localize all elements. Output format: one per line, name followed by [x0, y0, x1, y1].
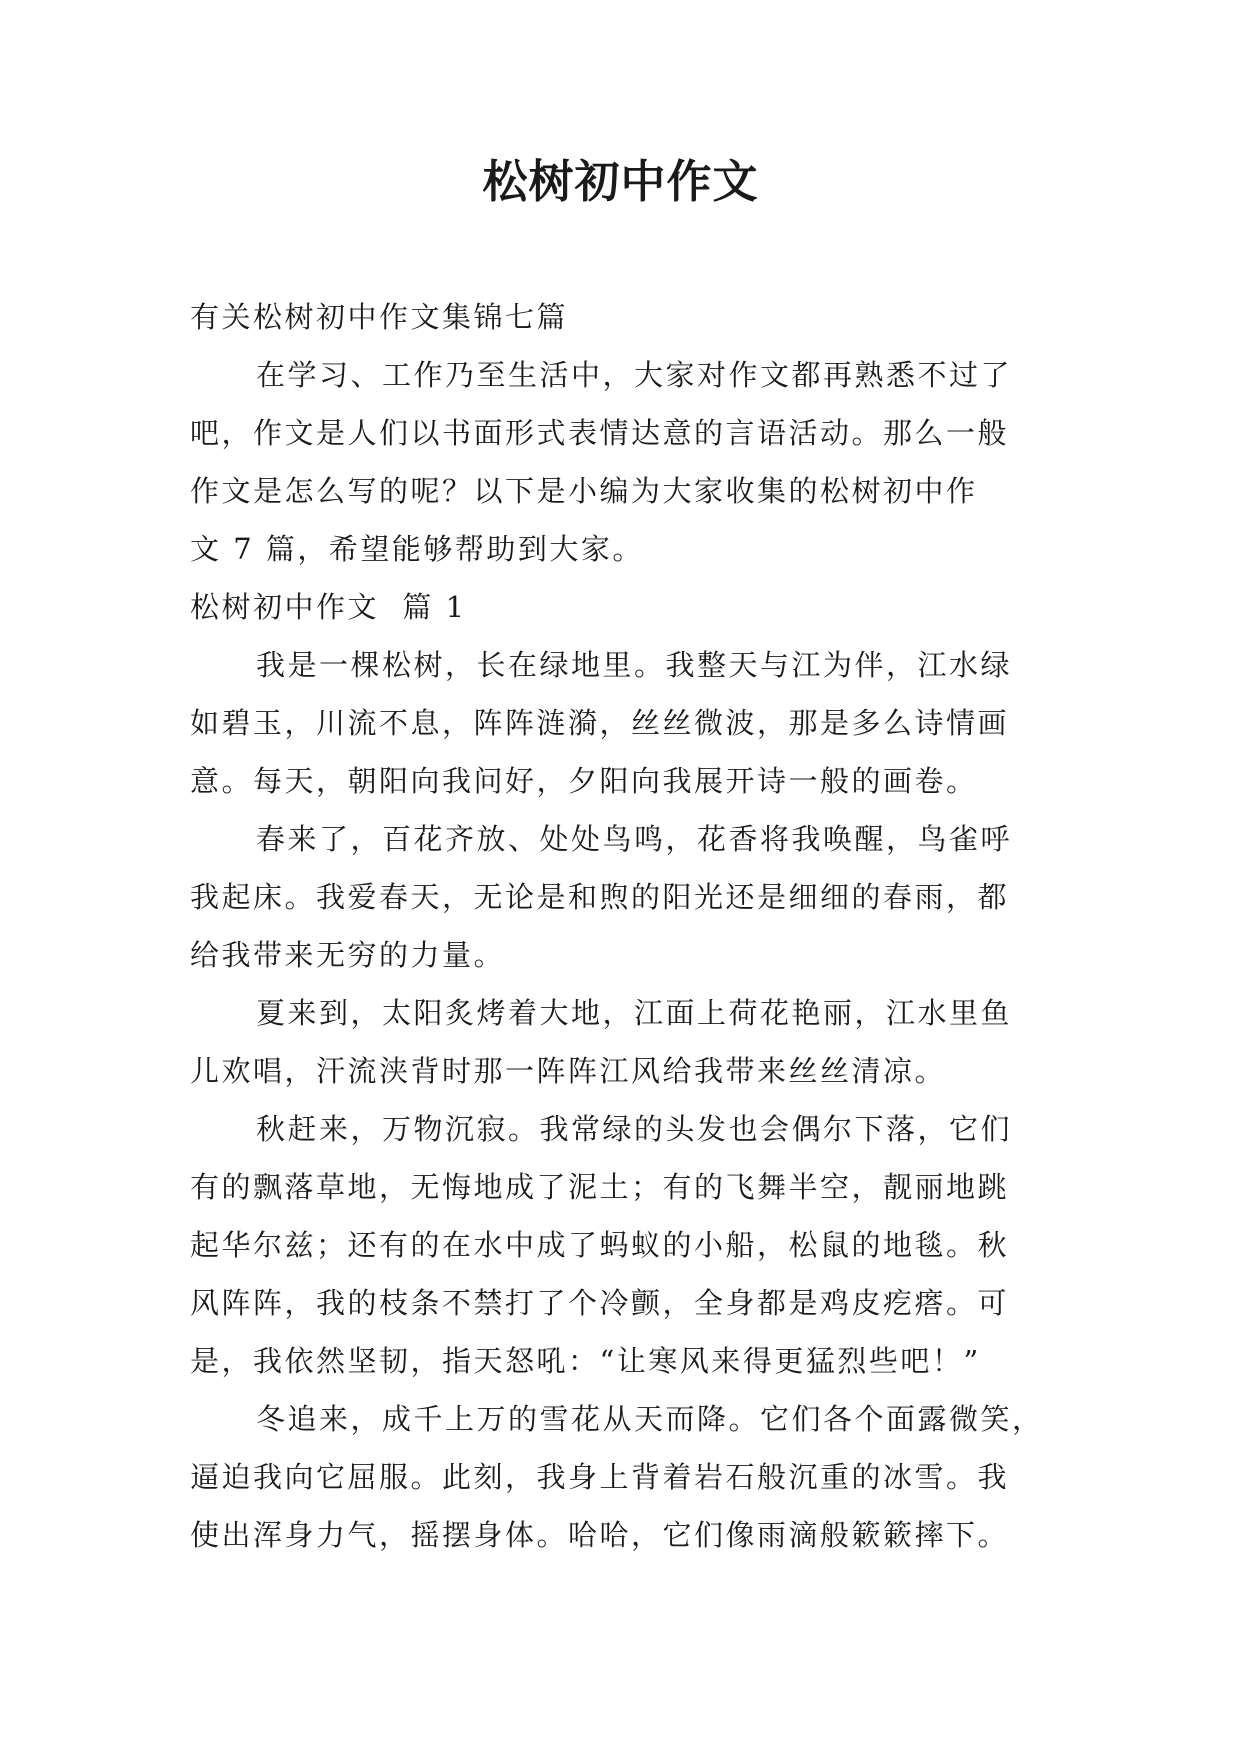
paragraph-line: 有的飘落草地，无悔地成了泥土；有的飞舞半空，靓丽地跳: [190, 1170, 1010, 1204]
paragraph-spring: [190, 810, 1070, 984]
paragraph-line: 是，我依然坚韧，指天怒吼：“让寒风来得更猛烈些吧！”: [190, 1344, 981, 1378]
paragraph-line: 冬追来，成千上万的雪花从天而降。它们各个面露微笑，: [256, 1402, 1044, 1436]
paragraph-tree-intro: [190, 636, 1070, 810]
paragraph-line: 起华尔兹；还有的在水中成了蚂蚁的小船，松鼠的地毯。秋: [190, 1228, 1010, 1262]
paragraph-line: 使出浑身力气，摇摆身体。哈哈，它们像雨滴般簌簌摔下。: [190, 1518, 1010, 1552]
paragraph-line: 意。每天，朝阳向我问好，夕阳向我展开诗一般的画卷。: [190, 764, 978, 798]
paragraph-line: 夏来到，太阳炙烤着大地，江面上荷花艳丽，江水里鱼: [256, 996, 1013, 1030]
paragraph-line: 风阵阵，我的枝条不禁打了个冷颤，全身都是鸡皮疙瘩。可: [190, 1286, 1010, 1320]
paragraph-line: 吧，作文是人们以书面形式表情达意的言语活动。那么一般: [190, 416, 1010, 450]
intro-paragraph: [190, 346, 1070, 578]
paragraph-line: 春来了，百花齐放、处处鸟鸣，花香将我唤醒，鸟雀呼: [256, 822, 1013, 856]
section-heading: 松树初中作文 篇 1: [190, 590, 467, 624]
paragraph-winter: [190, 1390, 1070, 1564]
paragraph-line: 秋赶来，万物沉寂。我常绿的头发也会偶尔下落，它们: [256, 1112, 1013, 1146]
paragraph-line: 给我带来无穷的力量。: [190, 938, 506, 972]
paragraph-line: 儿欢唱，汗流浃背时那一阵阵江风给我带来丝丝清凉。: [190, 1054, 947, 1088]
paragraph-line: 在学习、工作乃至生活中，大家对作文都再熟悉不过了: [256, 358, 1013, 392]
paragraph-line: 作文是怎么写的呢？以下是小编为大家收集的松树初中作: [190, 474, 978, 508]
paragraph-line: 逼迫我向它屈服。此刻，我身上背着岩石般沉重的冰雪。我: [190, 1460, 1010, 1494]
paragraph-line: 我是一棵松树，长在绿地里。我整天与江为伴，江水绿: [256, 648, 1013, 682]
paragraph-autumn: [190, 1100, 1070, 1390]
paragraph-line: 如碧玉，川流不息，阵阵涟漪，丝丝微波，那是多么诗情画: [190, 706, 1010, 740]
paragraph-line: 文 7 篇，希望能够帮助到大家。: [190, 532, 644, 566]
paragraph-summer: [190, 984, 1070, 1100]
paragraph-line: 我起床。我爱春天，无论是和煦的阳光还是细细的春雨，都: [190, 880, 1010, 914]
document-subtitle: 有关松树初中作文集锦七篇: [190, 300, 569, 334]
document-body: [190, 288, 1070, 1564]
document-title: 松树初中作文: [482, 155, 759, 208]
